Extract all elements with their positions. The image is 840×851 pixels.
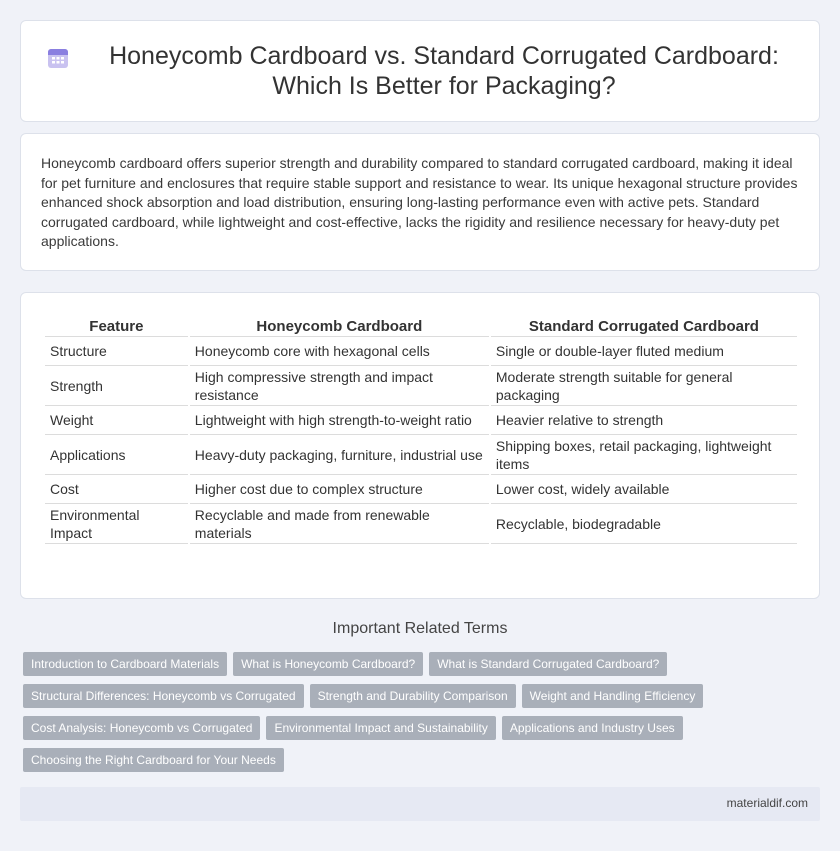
table-cell: Weight	[45, 406, 188, 435]
table-cell: Heavier relative to strength	[491, 406, 797, 435]
page-title: Honeycomb Cardboard vs. Standard Corrugated Cardboard: Which Is Better for Packaging?	[109, 42, 779, 100]
table-cell: Higher cost due to complex structure	[190, 475, 489, 504]
table-row	[45, 337, 797, 366]
table-cell: Structure	[45, 337, 188, 366]
table-cell: Recyclable, biodegradable	[491, 504, 797, 544]
table-cell: Applications	[45, 435, 188, 475]
related-term-link[interactable]: Strength and Durability Comparison	[310, 684, 516, 708]
header-feature: Feature	[45, 315, 188, 337]
header-honeycomb: Honeycomb Cardboard	[190, 315, 489, 337]
table-cell: Moderate strength suitable for general packaging	[491, 366, 797, 406]
summary-card	[20, 133, 820, 271]
related-term-link[interactable]: Introduction to Cardboard Materials	[23, 652, 227, 676]
header-card	[20, 20, 820, 122]
related-term-link[interactable]: Weight and Handling Efficiency	[522, 684, 704, 708]
table-cell: Honeycomb core with hexagonal cells	[190, 337, 489, 366]
related-term-link[interactable]: Applications and Industry Uses	[502, 716, 683, 740]
table-cell: Lower cost, widely available	[491, 475, 797, 504]
table-cell: Heavy-duty packaging, furniture, industrial use	[190, 435, 489, 475]
comparison-table-card	[20, 292, 820, 599]
tag-row	[23, 748, 813, 772]
related-term-link[interactable]: What is Honeycomb Cardboard?	[233, 652, 423, 676]
related-terms-tags	[23, 652, 813, 780]
related-terms-title: Important Related Terms	[332, 620, 508, 637]
calendar-icon	[47, 47, 69, 69]
table-cell: Shipping boxes, retail packaging, lightweight items	[491, 435, 797, 475]
footer	[20, 787, 820, 821]
table-cell: Single or double-layer fluted medium	[491, 337, 797, 366]
table-cell: Recyclable and made from renewable materials	[190, 504, 489, 544]
summary-text: Honeycomb cardboard offers superior strength and durability compared to standard corrugated cardboard, making it ideal for pet furniture and enclosures that require stable support and resistance to wear. Its unique hexagonal structure provides enhanced shock absorption and load distribution, ensuring long-lasting performance even with active pets. Standard corrugated cardboard, while lightweight and cost-effective, lacks the rigidity and resilience necessary for heavy-duty pet applications.	[41, 155, 798, 249]
table-row	[45, 435, 797, 475]
tag-row	[23, 716, 813, 740]
related-term-link[interactable]: What is Standard Corrugated Cardboard?	[429, 652, 667, 676]
table-row	[45, 504, 797, 544]
footer-site[interactable]: materialdif.com	[726, 796, 808, 810]
table-row	[45, 475, 797, 504]
comparison-table	[43, 315, 799, 544]
tag-row	[23, 652, 813, 676]
related-term-link[interactable]: Structural Differences: Honeycomb vs Corrugated	[23, 684, 304, 708]
tag-row	[23, 684, 813, 708]
table-cell: Environmental Impact	[45, 504, 188, 544]
table-row	[45, 406, 797, 435]
table-header-row	[45, 315, 797, 337]
related-term-link[interactable]: Cost Analysis: Honeycomb vs Corrugated	[23, 716, 260, 740]
table-cell: High compressive strength and impact resistance	[190, 366, 489, 406]
table-cell: Strength	[45, 366, 188, 406]
table-row	[45, 366, 797, 406]
related-term-link[interactable]: Choosing the Right Cardboard for Your Needs	[23, 748, 284, 772]
table-cell: Cost	[45, 475, 188, 504]
title-wrap	[47, 41, 807, 101]
table-cell: Lightweight with high strength-to-weight ratio	[190, 406, 489, 435]
header-corrugated: Standard Corrugated Cardboard	[491, 315, 797, 337]
related-term-link[interactable]: Environmental Impact and Sustainability	[266, 716, 495, 740]
